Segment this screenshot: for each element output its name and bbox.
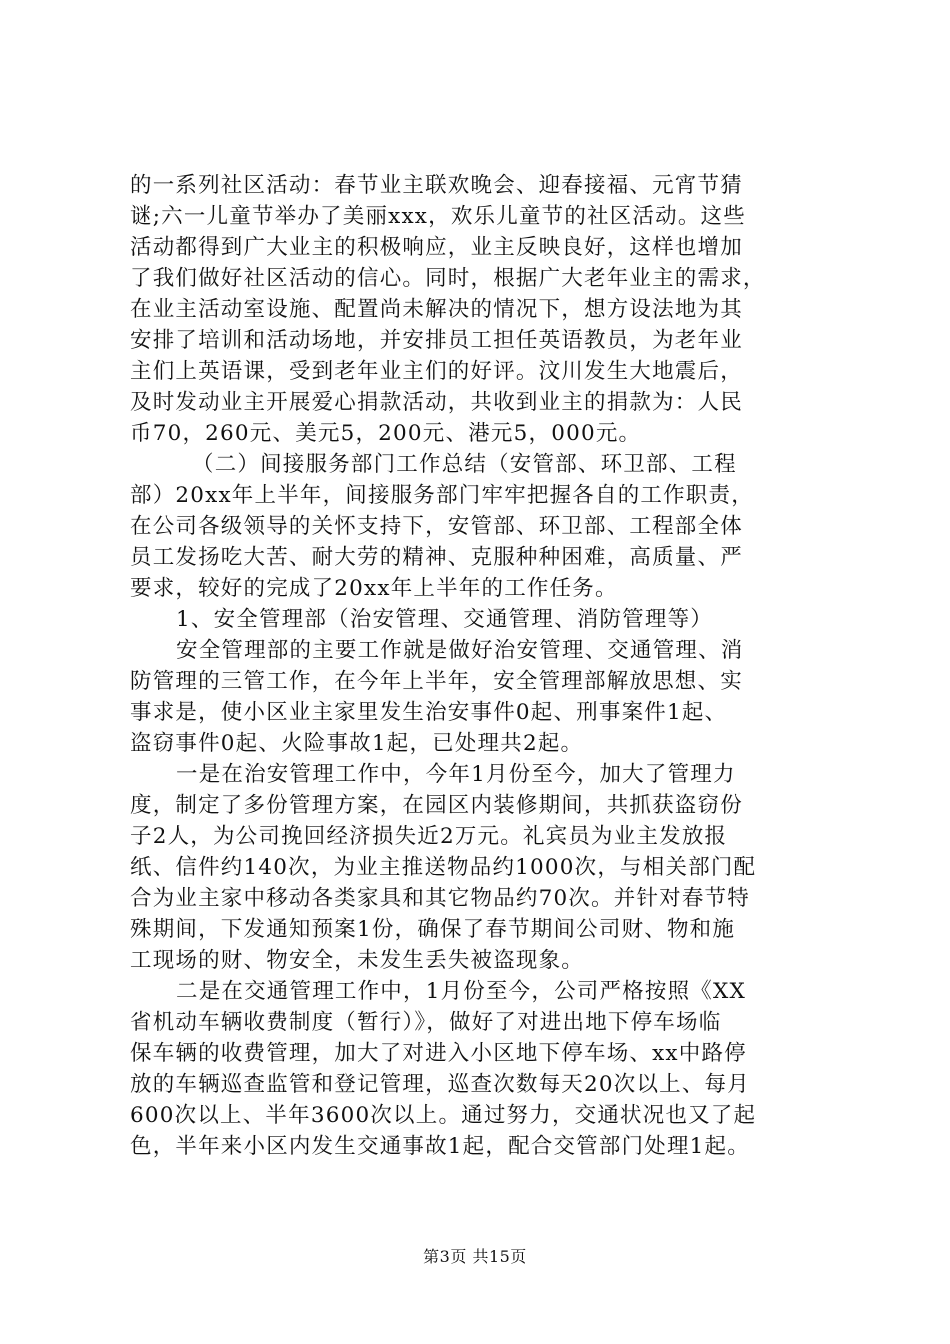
text-line: 度，制定了多份管理方案，在园区内装修期间，共抓获盗窃份	[130, 793, 743, 818]
text-line: 安全管理部的主要工作就是做好治安管理、交通管理、消	[176, 638, 744, 663]
text-line: 工现场的财、物安全，未发生丢失被盗现象。	[130, 948, 585, 973]
text-line: 及时发动业主开展爱心捐款活动，共收到业主的捐款为：人民	[130, 390, 743, 415]
text-line: 安排了培训和活动场地，并安排员工担任英语教员，为老年业	[130, 328, 743, 353]
text-line: 合为业主家中移动各类家具和其它物品约70次。并针对春节特	[130, 886, 750, 911]
section-heading-line: （二）间接服务部门工作总结（安管部、环卫部、工程	[192, 452, 737, 477]
text-line: 保车辆的收费管理，加大了对进入小区地下停车场、xx中路停	[130, 1041, 747, 1066]
text-line: 在业主活动室设施、配置尚未解决的情况下，想方设法地为其	[130, 297, 743, 322]
text-line: 色，半年来小区内发生交通事故1起，配合交管部门处理1起。	[130, 1134, 750, 1159]
text-line: 币70，260元、美元5，200元、港元5，000元。	[130, 421, 642, 446]
page-number-footer: 第3页 共15页	[423, 1247, 527, 1266]
text-line: 盗窃事件0起、火险事故1起，已处理共2起。	[130, 731, 584, 756]
text-line: 的一系列社区活动：春节业主联欢晚会、迎春接福、元宵节猜	[130, 173, 743, 198]
text-line: 活动都得到广大业主的积极响应，业主反映良好，这样也增加	[130, 235, 743, 260]
text-line: 防管理的三管工作，在今年上半年，安全管理部解放思想、实	[130, 669, 743, 694]
text-line: 在公司各级领导的关怀支持下，安管部、环卫部、工程部全体	[130, 514, 743, 539]
text-line: 要求，较好的完成了20xx年上半年的工作任务。	[130, 576, 618, 601]
text-line: 省机动车辆收费制度（暂行）》，做好了对进出地下停车场临	[130, 1010, 722, 1035]
text-line: 员工发扬吃大苦、耐大劳的精神、克服种种困难，高质量、严	[130, 545, 743, 570]
text-line: 殊期间，下发通知预案1份，确保了春节期间公司财、物和施	[130, 917, 736, 942]
text-line: 了我们做好社区活动的信心。同时，根据广大老年业主的需求，	[130, 266, 766, 291]
text-line: 二是在交通管理工作中，1月份至今，公司严格按照《XX	[176, 979, 746, 1004]
text-line: 子2人，为公司挽回经济损失近2万元。礼宾员为业主发放报	[130, 824, 728, 849]
body-text	[130, 170, 820, 1162]
text-line: 一是在治安管理工作中，今年1月份至今，加大了管理力	[176, 762, 736, 787]
text-line: 事求是，使小区业主家里发生治安事件0起、刑事案件1起、	[130, 700, 728, 725]
text-line: 谜;六一儿童节举办了美丽xxx，欢乐儿童节的社区活动。这些	[130, 204, 746, 229]
text-line: 主们上英语课，受到老年业主们的好评。汶川发生大地震后，	[130, 359, 743, 384]
subsection-heading-line: 1、安全管理部（治安管理、交通管理、消防管理等）	[176, 607, 713, 632]
text-line: 放的车辆巡查监管和登记管理，巡查次数每天20次以上、每月	[130, 1072, 750, 1097]
text-line: 600次以上、半年3600次以上。通过努力，交通状况也又了起	[130, 1103, 757, 1128]
text-line: 部）20xx年上半年，间接服务部门牢牢把握各自的工作职责，	[130, 483, 754, 508]
text-line: 纸、信件约140次，为业主推送物品约1000次，与相关部门配	[130, 855, 757, 880]
